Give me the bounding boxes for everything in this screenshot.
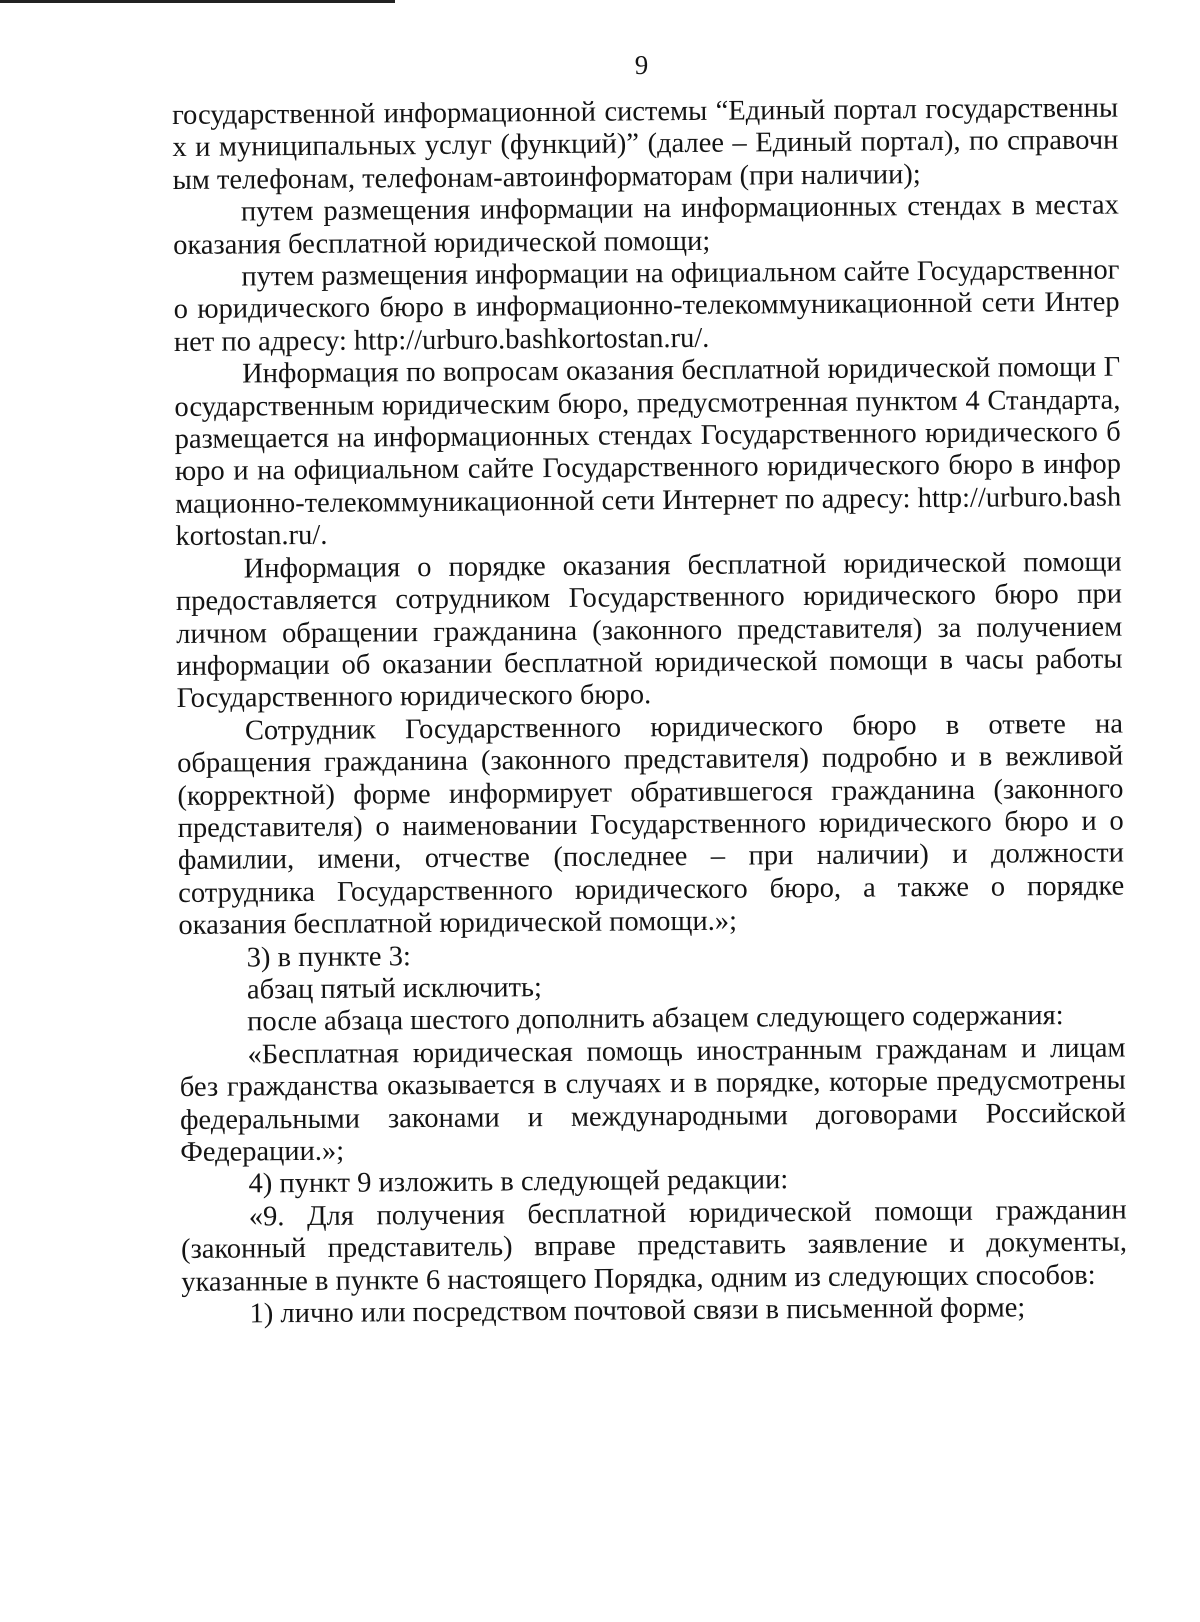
paragraph-official-site: путем размещения информации на официальном сайте Государственного юридического бюро в информационно-телекоммуникационной сети Интернет по адресу: http://urburo.bashkortostan.ru/.	[173, 254, 1120, 358]
paragraph-item-4: 4) пункт 9 изложить в следующей редакции:	[248, 1164, 789, 1200]
page-number: 9	[634, 50, 649, 80]
paragraph-item-3: 3) в пункте 3:	[246, 940, 411, 974]
paragraph-info-procedure: Информация о порядке оказания бесплатной юридической помощи предоставляется сотрудником Государственного юридического бюро при личном обращении гражданина (законного представителя) за получением информации об оказании бесплатной юридической помощи в часы работы Государственного юридического бюро.	[175, 546, 1123, 715]
paragraph-point-9: «9. Для получения бесплатной юридической помощи гражданин (законный представитель) вправе представить заявление и документы, указанные в пункте 6 настоящего Порядка, одним из следующих способов:	[180, 1194, 1128, 1298]
paragraph-method-1: 1) лично или посредством почтовой связи в письменной форме;	[249, 1292, 1026, 1330]
scan-edge-line	[0, 0, 395, 3]
paragraph-info-standard: Информация по вопросам оказания бесплатной юридической помощи Государственным юридическим бюро, предусмотренная пунктом 4 Стандарта, размещается на информационных стендах Государственного юридического бюро и на официальном сайте Государственного юридического бюро в информационно-телекоммуникационной сети Интернет по адресу: http://urburo.bashkortostan.ru/.	[174, 351, 1122, 553]
paragraph-continuation: государственной информационной системы “Единый портал государственных и муниципальных услуг (функций)” (далее – Единый портал), по справочным телефонам, телефонам-автоинформаторам (при наличии);	[172, 92, 1119, 196]
paragraph-foreign-citizens: «Бесплатная юридическая помощь иностранным гражданам и лицам без гражданства оказывается в случаях и в порядке, которые предусмотрены федеральными законами и международными договорами Российской Федерации.»;	[179, 1032, 1127, 1168]
paragraph-info-stands: путем размещения информации на информационных стендах в местах оказания бесплатной юридической помощи;	[173, 189, 1119, 261]
paragraph-after-sixth: после абзаца шестого дополнить абзацем следующего содержания:	[247, 1000, 1064, 1038]
paragraph-exclude-fifth: абзац пятый исключить;	[246, 972, 543, 1006]
paragraph-employee-response: Сотрудник Государственного юридического бюро в ответе на обращения гражданина (законного представителя) подробно и в вежливой (корректной) форме информирует обратившегося гражданина (законного представителя) о наименовании Государственного юридического бюро и о фамилии, имени, отчестве (последнее – при наличии) и должности сотрудника Государственного юридического бюро, а также о порядке оказания бесплатной юридической помощи.»;	[177, 708, 1125, 942]
document-body	[172, 93, 1128, 1332]
